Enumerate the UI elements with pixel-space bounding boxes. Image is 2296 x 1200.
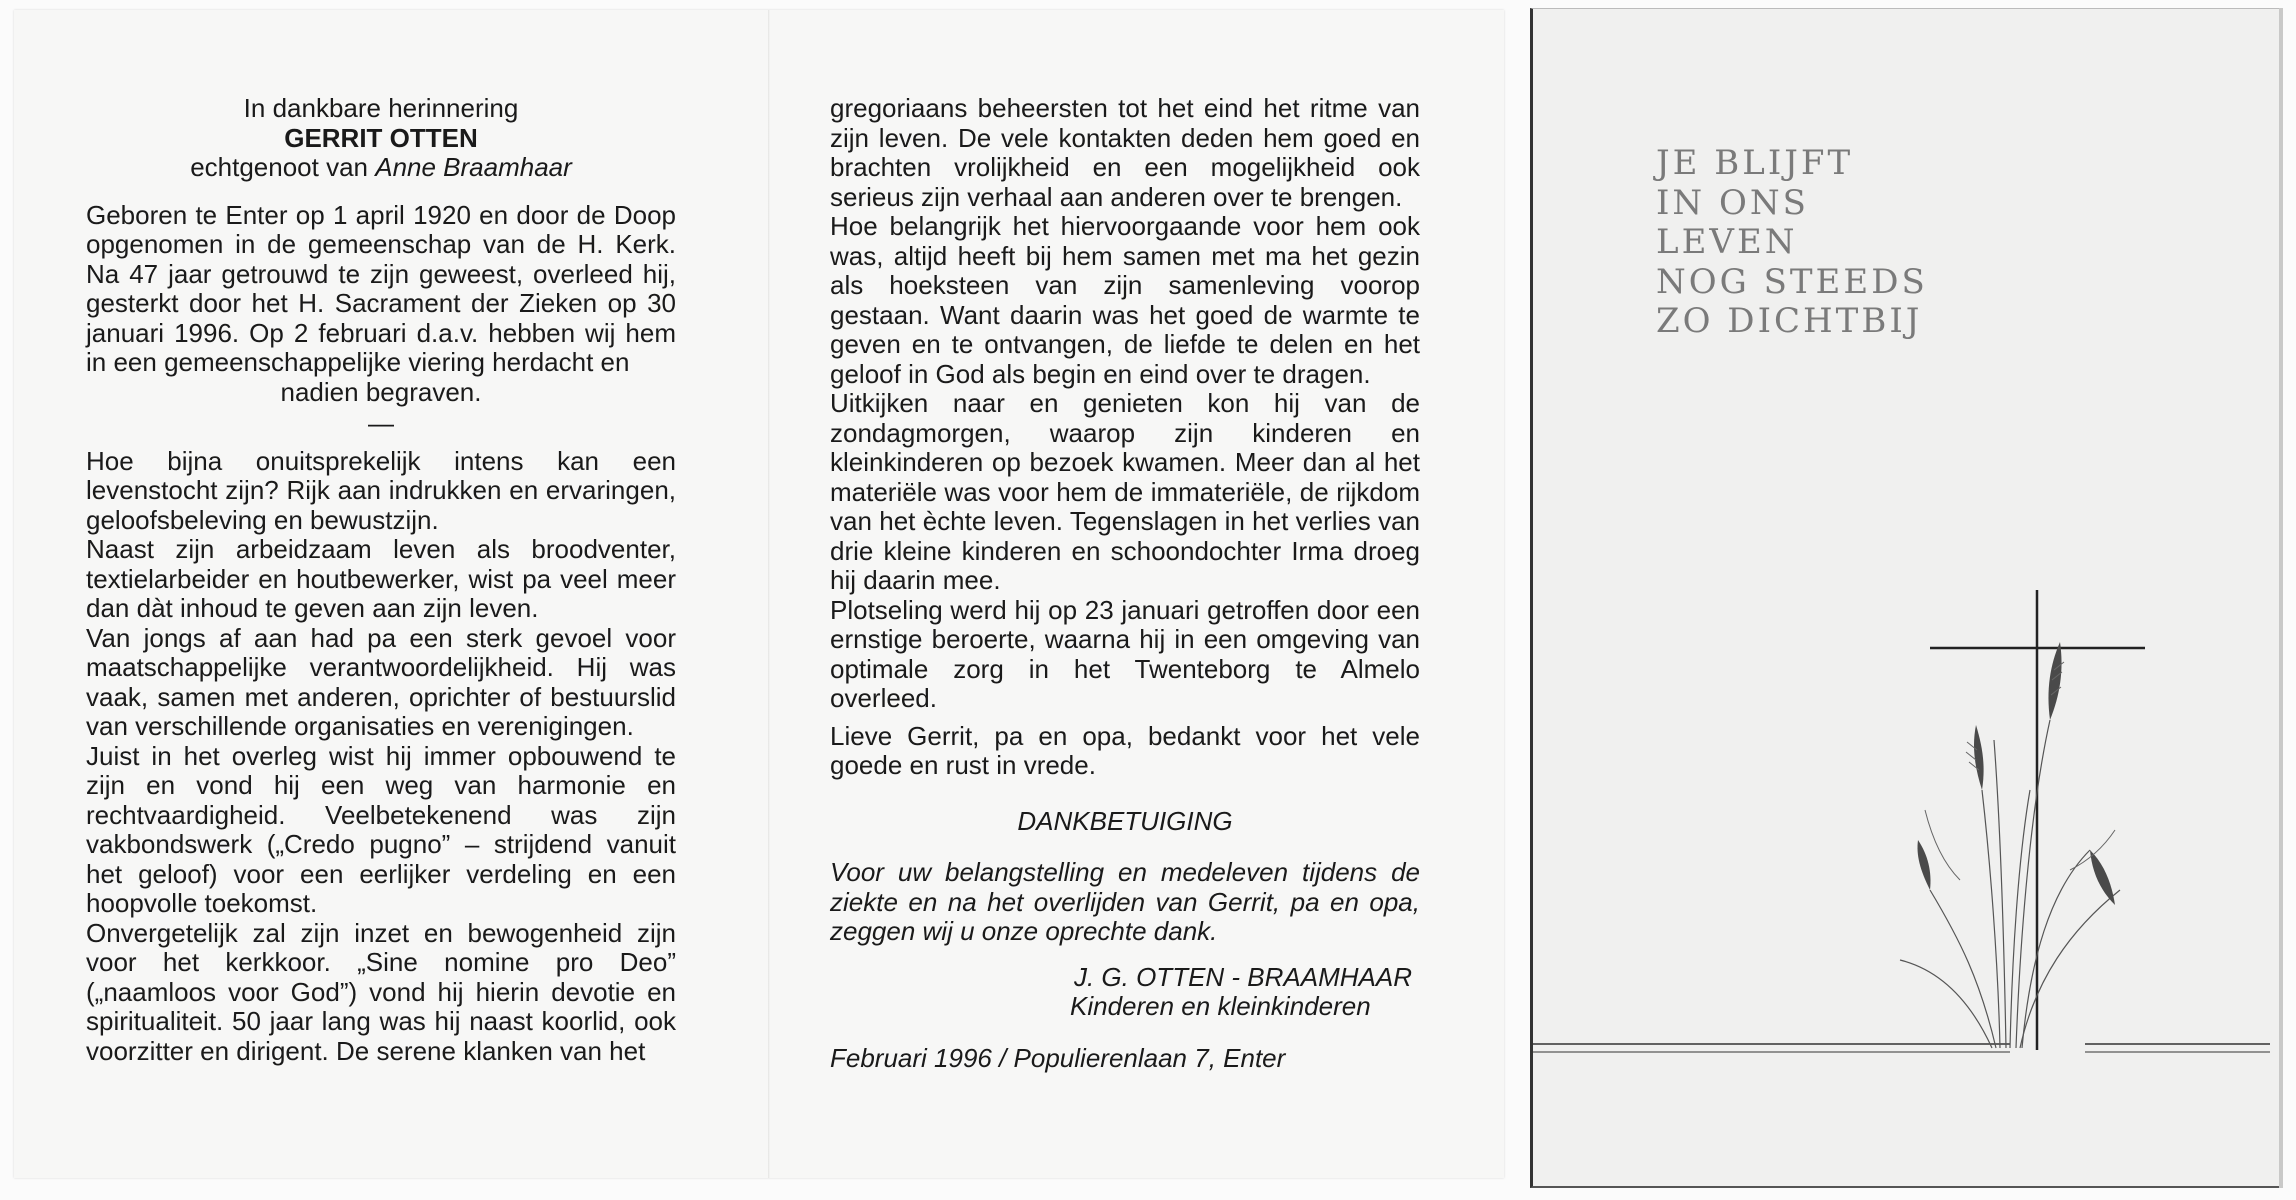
paragraph-6: gregoriaans beheersten tot het eind het ritme van zijn leven. De vele kontakten deden hem goed en brachten vrolijkheid en een mogelijkheid ook serieus zijn verhaal aan anderen over te brengen. — [830, 93, 1420, 212]
thanks-heading: DANKBETUIGING — [1017, 805, 1233, 836]
paragraph-1: Hoe bijna onuitsprekelijk intens kan een levenstocht zijn? Rijk aan indrukken en ervaringen, geloofsbeleving en bewustzijn. — [86, 445, 676, 535]
paragraph-8: Uitkijken naar en genieten kon hij van de zondagmorgen, waarop zijn kinderen en kleinkinderen op bezoek kwamen. Meer dan al het materiële was voor hem de immateriële, de rijkdom van het èchte leven. Tegenslagen in het verlies van drie kleine kinderen en schoondochter Irma droeg hij daarin mee. — [830, 388, 1420, 595]
spouse-prefix: echtgenoot van — [190, 152, 376, 182]
cover-line-1: JE BLIJFT — [1656, 143, 1854, 183]
thanks-text: Voor uw belangstelling en medeleven tijdens de ziekte en na het overlijden van Gerrit, pa en opa, zeggen wij u onze oprechte dank. — [830, 857, 1420, 946]
farewell-paragraph: Lieve Gerrit, pa en opa, bedankt voor het vele goede en rust in vrede. — [830, 720, 1420, 780]
spouse-line — [86, 153, 676, 183]
paragraph-9: Plotseling werd hij op 23 januari getroffen door een ernstige beroerte, waarna hij in een omgeving van optimale zorg in het Twenteborg te Almelo overleed. — [830, 594, 1420, 713]
left-page — [86, 94, 676, 1066]
cover-line-5: ZO DICHTBIJ — [1656, 301, 1923, 341]
cover-verse — [1656, 144, 1928, 342]
signature: J. G. OTTEN - BRAAMHAAR — [1073, 961, 1412, 992]
signature-family: Kinderen en kleinkinderen — [1070, 991, 1371, 1021]
separator-dash: — — [368, 408, 394, 438]
birth-paragraph: Geboren te Enter op 1 april 1920 en door de Doop opgenomen in de gemeenschap van de H. Kerk. Na 47 jaar getrouwd te zijn geweest, overleed hij, gesterkt door het H. Sacrament der Zieken op 30 januari 1996. Op 2 februari d.a.v. hebben wij hem in een gemeenschappelijke viering herdacht en — [86, 199, 676, 377]
paragraph-7: Hoe belangrijk het hiervoorgaande voor hem ook was, altijd heeft bij hem samen met ma het gezin als hoeksteen van zijn samenleving voorop gestaan. Want daarin was het goed de warmte te geven en te ontvangen, de liefde te delen en het geloof in God als begin en eind over te dragen. — [830, 211, 1420, 389]
cover-line-3: LEVEN — [1656, 222, 1798, 262]
paragraph-2: Naast zijn arbeidzaam leven als broodventer, textielarbeider en houtbewerker, wist pa veel meer dan dàt inhoud te geven aan zijn leven. — [86, 534, 676, 623]
cover-line-4: NOG STEEDS — [1656, 261, 1928, 302]
cross-with-wheat-icon — [1530, 560, 2280, 1080]
center-fold — [768, 10, 770, 1178]
birth-paragraph-end: nadien begraven. — [280, 376, 482, 407]
paragraph-4: Juist in het overleg wist hij immer opbouwend te zijn en vond hij een weg van harmonie en rechtvaardigheid. Veelbetekenend was zijn vakbondswerk („Credo pugno” – strijdend vanuit het geloof) voor een eerlijker verdeling en een hoopvolle toekomst. — [86, 740, 676, 918]
cover-line-2: IN ONS — [1656, 182, 1809, 223]
deceased-name: GERRIT OTTEN — [284, 122, 478, 153]
paragraph-5: Onvergetelijk zal zijn inzet en bewogenheid zijn voor het kerkkoor. „Sine nomine pro Deo” („naamloos voor God”) vond hij hierin devotie en spiritualiteit. 50 jaar lang was hij naast koorlid, ook voorzitter en dirigent. De serene klanken van het — [86, 917, 676, 1066]
paragraph-3: Van jongs af aan had pa een sterk gevoel voor maatschappelijke verantwoordelijkheid. Hij was vaak, samen met anderen, oprichter of bestuurslid van verschillende organisaties en verenigingen. — [86, 622, 676, 741]
right-page — [830, 94, 1420, 1073]
heading: In dankbare herinnering — [243, 93, 519, 123]
date-address: Februari 1996 / Populierenlaan 7, Enter — [830, 1042, 1286, 1073]
spouse-name: Anne Braamhaar — [375, 152, 572, 182]
